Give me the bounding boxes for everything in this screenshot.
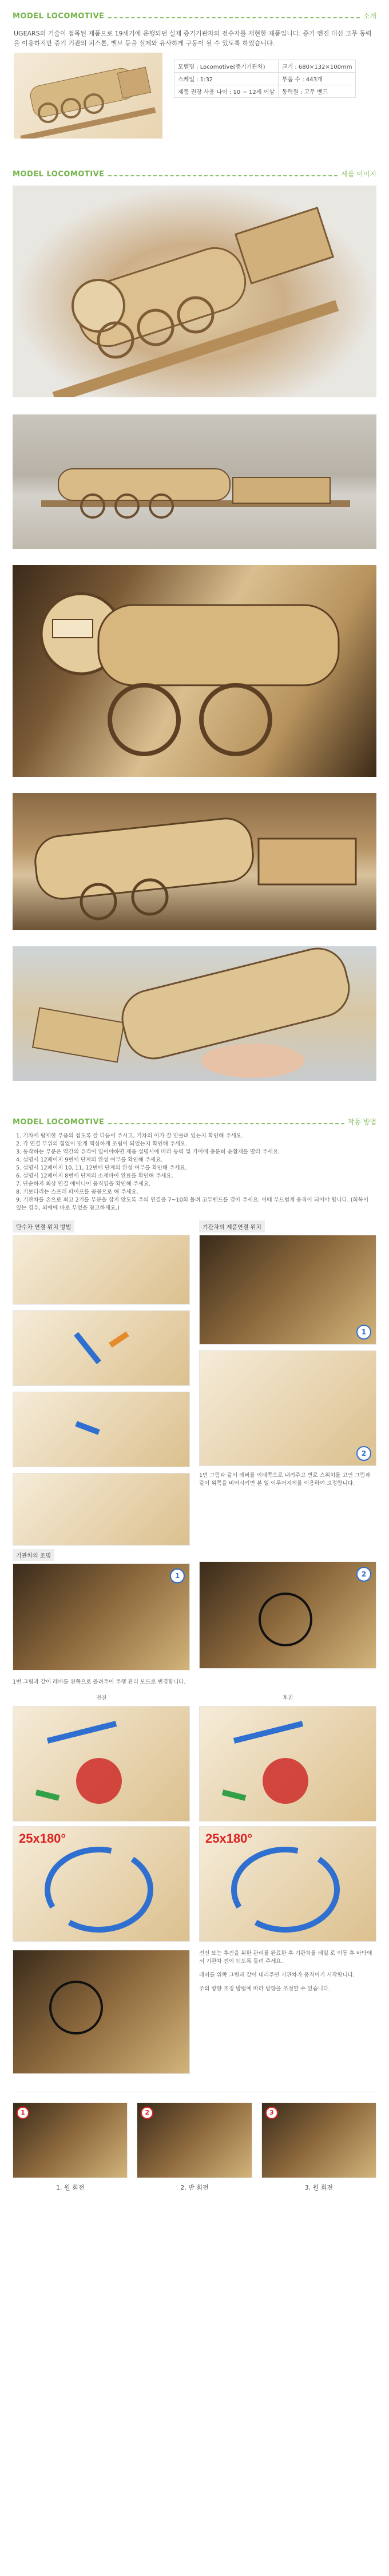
step-item: 6. 설명서 12페이지 8번에 단계의 소재바이 완료를 확인해 주세요.: [16, 1173, 173, 1179]
label-forward: 전진: [96, 1695, 107, 1701]
step-number-2: 2: [141, 2107, 153, 2119]
step-item: 3. 동작하는 부분은 약간의 유격이 있어야하면 제품 설명서에 따라 동력 및 기어에 충분히 윤활제를 발라 주세요.: [16, 1149, 280, 1155]
spec-block: [14, 53, 375, 139]
step-item: 9. 기관차를 손으로 최고 2기를 부분을 잡지 않도록 주의 연결을 7~10회 돌려 고무밴드를 감아 주세요. 이때 부드럽게 움직이 되어야 합니다. (회복이 있는 경우, 외에에 바로 부었을 참고하세요.): [16, 1197, 369, 1211]
rotation-label: 25x180°: [205, 1831, 253, 1846]
instruction-image: [13, 1310, 190, 1386]
product-photo-main: [13, 185, 376, 397]
section-tag: 소개: [363, 12, 376, 20]
product-photo-front: [13, 565, 376, 777]
product-photo-hand: [13, 946, 376, 1081]
note-3a: 전진 또는 후진을 위한 관리를 완료한 후 기관차를 레일 로 이동 후 바닥에서 기관차 전이 되도록 돌려 주세요.: [199, 1950, 372, 1965]
instruction-image: [13, 1392, 190, 1467]
section-header-method: [13, 1114, 376, 1127]
note-1: 1번 그림과 같이 레버를 이래쪽으로 내려주고 변로 스위치를 고인 그림과 같이 위쪽을 비어시키면 본 일 이루어지게를 이용하여 고정합니다.: [199, 1472, 371, 1487]
rotation-step-image: [137, 2103, 252, 2178]
step-number-1: 1: [170, 1568, 185, 1583]
instruction-image: [13, 1235, 190, 1305]
caption-band-install: 기관차의 제품연결 위치: [199, 1220, 265, 1232]
forward-rotation-image: [13, 1826, 190, 1942]
note-3c: 주의 방향 조정 방법에 따라 방향을 조정할 수 있습니다.: [199, 1986, 331, 1992]
reverse-rotation-image: [199, 1826, 376, 1942]
dashed-divider: [108, 17, 360, 18]
model-title: MODEL LOCOMOTIVE: [13, 12, 105, 21]
spec-cell: 동력원 : 고무 밴드: [278, 85, 356, 98]
caption-gear-check: 탄수차 연결 위치 방법: [13, 1220, 74, 1232]
model-title: MODEL LOCOMOTIVE: [13, 170, 105, 179]
step-number-1: 1: [17, 2107, 29, 2119]
section-header-images: [13, 166, 376, 179]
spec-cell: 부품 수 : 443개: [278, 73, 356, 85]
spec-cell: 스케일 : 1:32: [174, 73, 279, 85]
step-item: 2. 각 연결 부위의 힘없이 맞게 핵심하게 조립이 되었는지 확인해 주세요.: [16, 1141, 188, 1147]
step-item: 7. 단순하지 최상 연결 에어니어 움직임을 확인해 주세요.: [16, 1181, 151, 1187]
dashed-divider: [108, 175, 338, 176]
intro-text: UGEARS의 기술이 접목된 제품으로 19세기에 운행되던 실제 증기기관차의 전수자를 재현한 제품입니다. 증기 엔진 대신 고무 동력을 이용하지만 증기 기관의 피스톤, 밸브 등을 실제와 유사하게 구동이 될 수 있도록 하였습니다.: [14, 30, 372, 47]
section-tag: 제품 이미지: [341, 170, 376, 178]
step-number-2: 2: [356, 1567, 371, 1582]
rotation-step-label: 1. 원 회전: [55, 2184, 85, 2191]
instruction-grid-2: [13, 1549, 376, 1675]
section-header-intro: [13, 8, 376, 21]
rotation-steps: [13, 2103, 376, 2192]
step-number-2: 2: [356, 1446, 371, 1461]
spec-table: [174, 60, 356, 98]
step-item: 8. 키보다리는 스프레 파이프를 꼼꼼으로 해 주세요.: [16, 1189, 138, 1195]
model-title: MODEL LOCOMOTIVE: [13, 1118, 105, 1127]
caption-regulator: 기관차의 조명: [13, 1549, 54, 1561]
instruction-image: [199, 1350, 376, 1466]
product-photo-angle: [13, 793, 376, 930]
instruction-image: [13, 1950, 190, 2074]
instruction-image: [199, 1562, 376, 1669]
step-item: 4. 설명서 12페이지 9번에 단계의 완성 여부를 확인해 주세요.: [16, 1157, 163, 1163]
assembly-steps: [16, 1132, 373, 1212]
rotation-step-label: 3. 원 회전: [304, 2184, 333, 2191]
rotation-label: 25x180°: [19, 1831, 66, 1846]
step-item: 1. 기차에 탑재한 부품의 접도록 잘 다듬어 주시고, 기차의 이가 잘 맞물려 있는지 확인해 주세요.: [16, 1133, 243, 1139]
direction-grid: [13, 1694, 376, 1942]
instruction-image: [13, 1473, 190, 1546]
rotation-step-image: [261, 2103, 376, 2178]
forward-image: [13, 1706, 190, 1822]
note-2: 1번 그림과 같이 레버를 왼쪽으로 올려주어 주행 관리 모드로 변경합니다.: [13, 1679, 186, 1685]
instruction-image: [13, 1563, 190, 1670]
spec-cell: 모델명 : Locomotive(증기기관차): [174, 60, 279, 73]
note-3b: 레버를 위쪽 그림과 같이 내리주면 기관차가 움직이기 시작합니다.: [199, 1972, 355, 1978]
rotation-step-label: 2. 반 회전: [180, 2184, 209, 2191]
spec-cell: 제품 권장 사용 나이 : 10 ~ 12세 이상: [174, 85, 279, 98]
step-number-1: 1: [356, 1325, 371, 1340]
instruction-image: [199, 1235, 376, 1345]
product-photo-side: [13, 414, 376, 549]
instruction-grid-1: [13, 1220, 376, 1541]
spec-cell: 크기 : 680×132×100mm: [278, 60, 356, 73]
section-tag: 작동 방법: [347, 1118, 376, 1126]
label-reverse: 후진: [282, 1695, 293, 1701]
final-step-grid: [13, 1950, 376, 2076]
step-item: 5. 설명서 12페이지 10, 11, 12번에 단계의 완성 여부를 확인해 주세요.: [16, 1165, 187, 1171]
reverse-image: [199, 1706, 376, 1822]
locomotive-thumbnail: [14, 53, 162, 139]
dashed-divider: [108, 1123, 344, 1124]
step-number-3: 3: [265, 2107, 278, 2119]
rotation-step-image: [13, 2103, 128, 2178]
